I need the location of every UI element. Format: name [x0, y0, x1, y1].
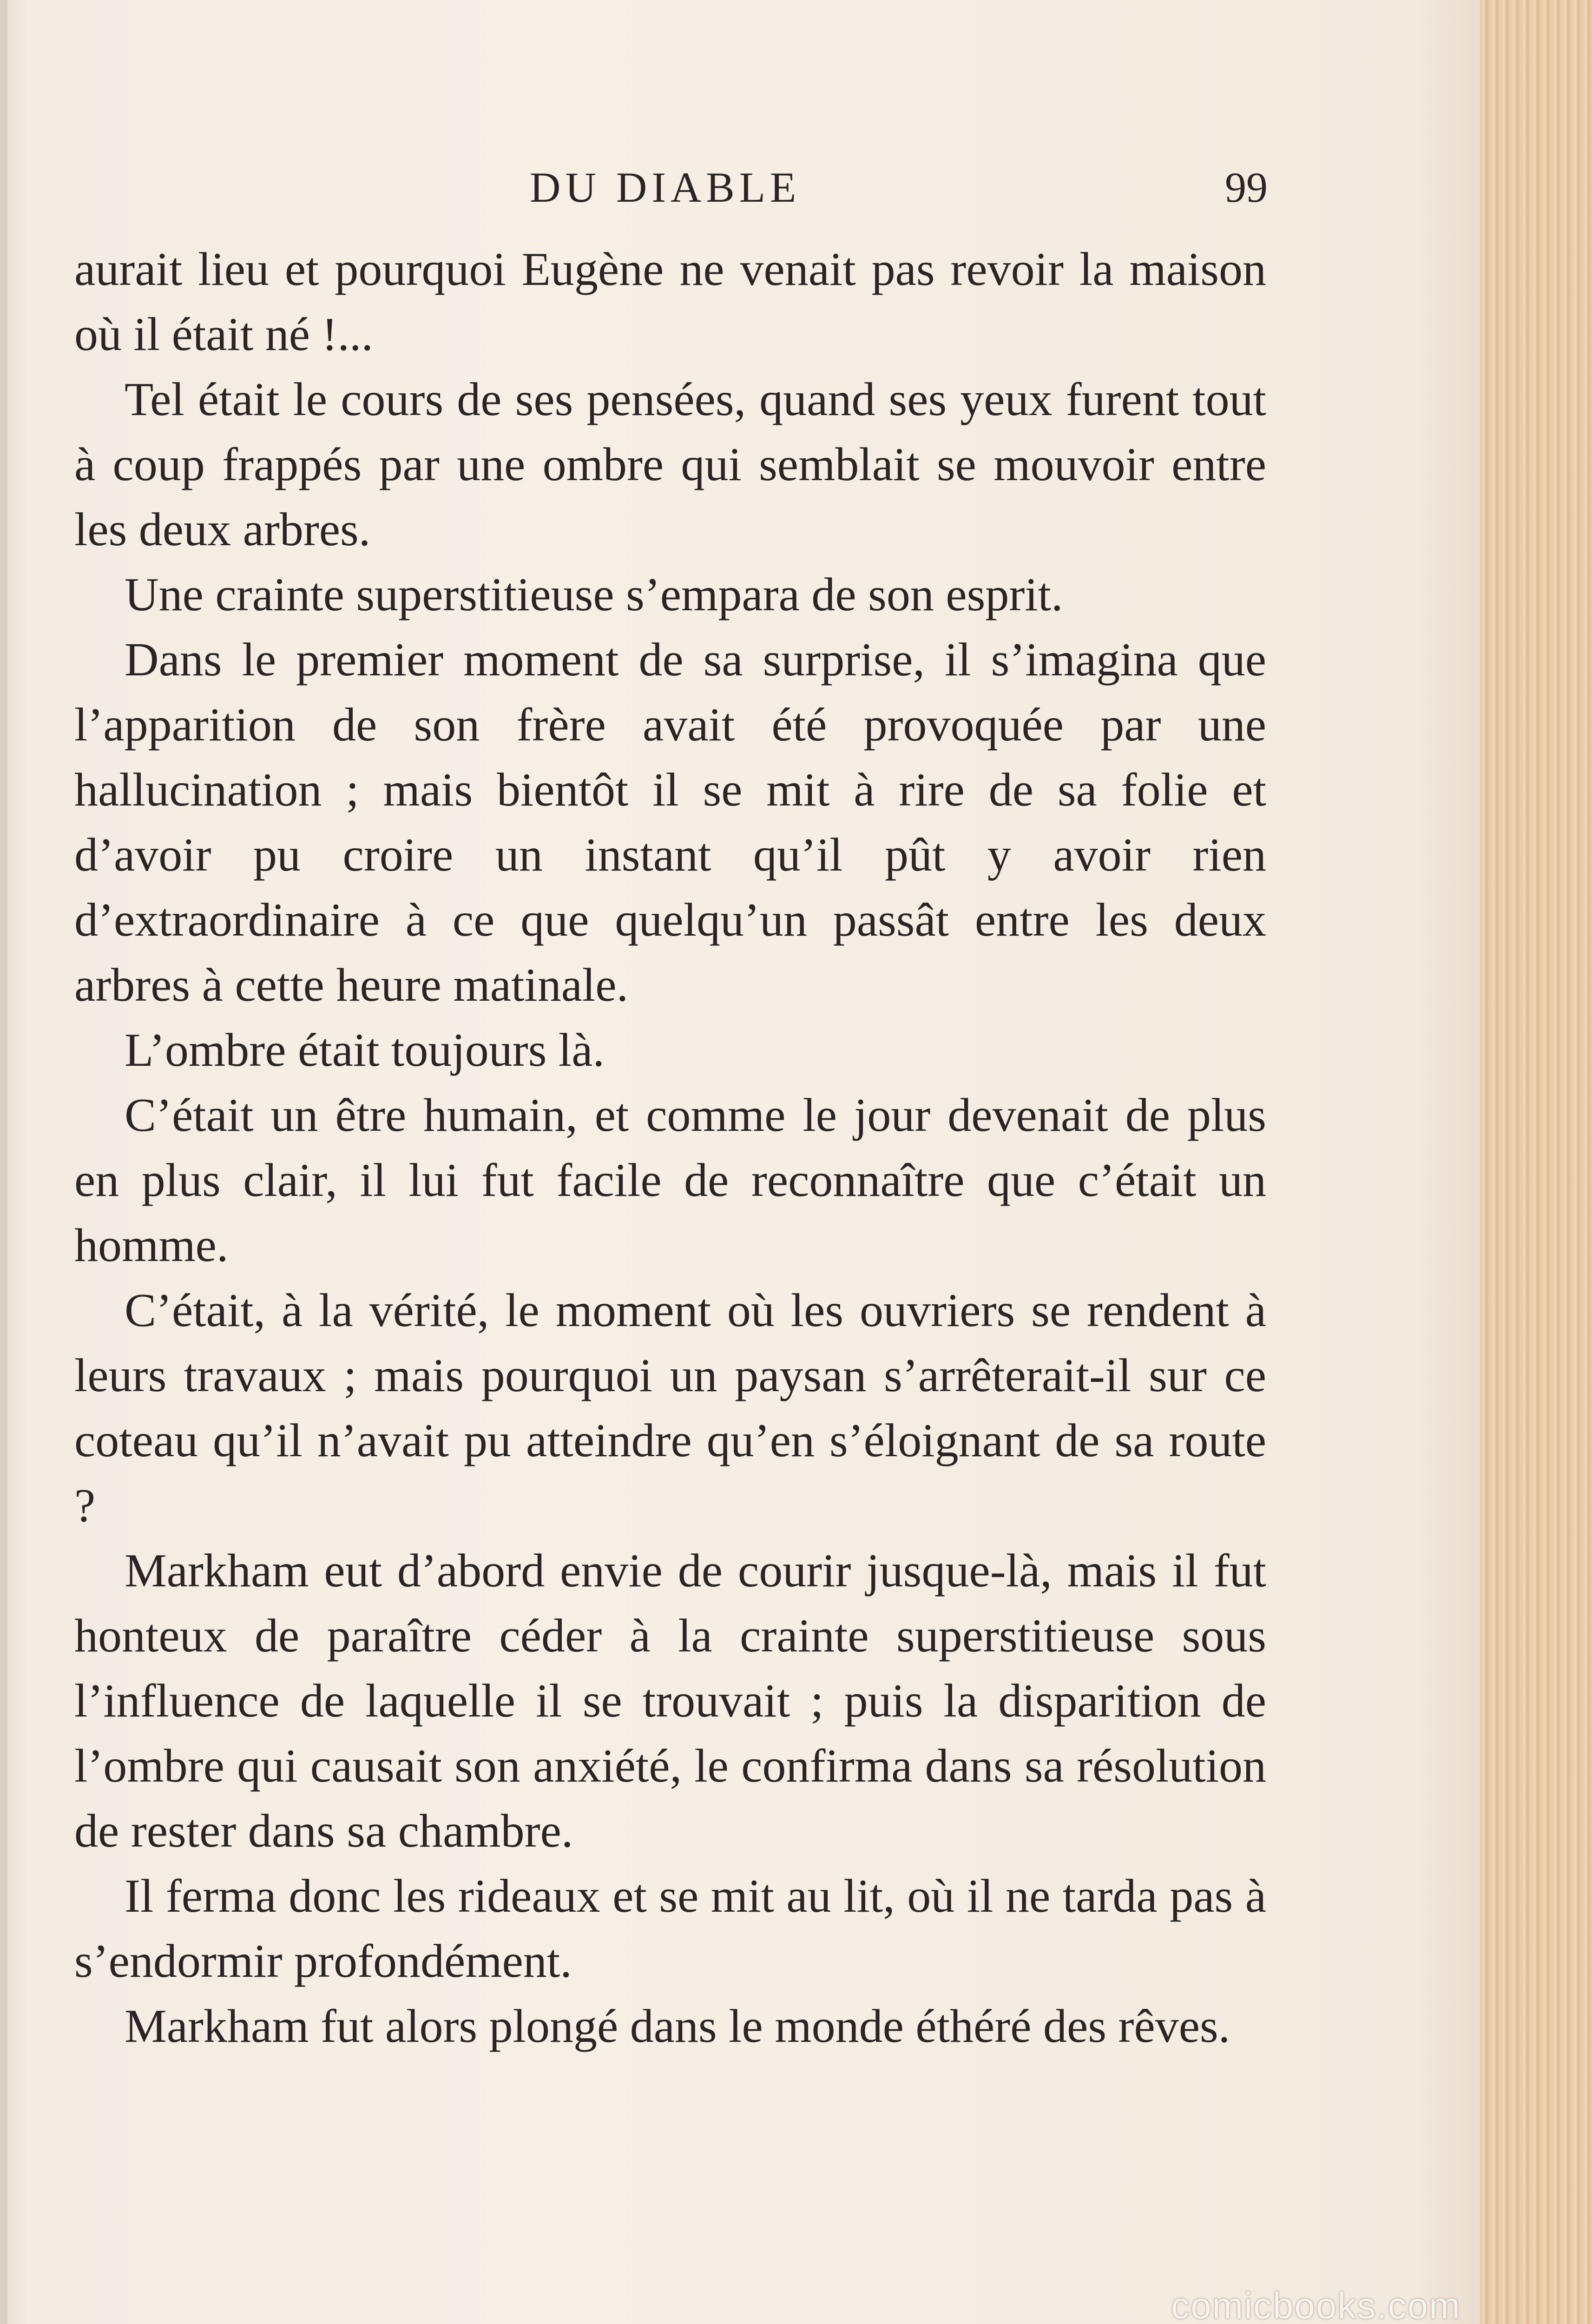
paragraph: Il ferma donc les rideaux et se mit au lit, où il ne tarda pas à s’endormir profondément. — [74, 1870, 1266, 1987]
page-edge-stack — [1480, 0, 1592, 2324]
paragraph: Markham eut d’abord envie de courir jusque-là, mais il fut honteux de paraître céder à la crainte superstitieuse sous l’influence de laquelle il se trouvait ; puis la disparition de l’ombre qui causait son anxiété, le confirma dans sa résolution de rester dans sa chambre. — [74, 1545, 1266, 1857]
paragraph: Tel était le cours de ses pensées, quand ses yeux furent tout à coup frappés par une ombre qui semblait se mouvoir entre les deux arbres. — [74, 373, 1266, 556]
paragraph: Une crainte superstitieuse s’empara de son esprit. — [125, 568, 1063, 621]
page-number: 99 — [1225, 164, 1268, 211]
paragraph-continuation: aurait lieu et pourquoi Eugène ne venait pas revoir la maison où il était né !... — [74, 243, 1266, 361]
watermark: comicbooks.com — [1171, 2285, 1461, 2324]
running-title: DU DIABLE — [530, 164, 801, 211]
paragraph: C’était, à la vérité, le moment où les ouvriers se rendent à leurs travaux ; mais pourquoi un paysan s’arrêterait-il sur ce coteau qu’il n’avait pu atteindre qu’en s’éloignant de sa route ? — [74, 1284, 1266, 1532]
paragraph: C’était un être humain, et comme le jour devenait de plus en plus clair, il lui fut facile de reconnaître que c’était un homme. — [74, 1089, 1266, 1272]
paragraph: Markham fut alors plongé dans le monde éthéré des rêves. — [125, 2000, 1230, 2053]
paragraph: L’ombre était toujours là. — [125, 1024, 605, 1076]
body-text — [74, 237, 1266, 2059]
page-gutter-shadow — [0, 0, 7, 2324]
paragraph: Dans le premier moment de sa surprise, il s’imagina que l’apparition de son frère avait été provoquée par une hallucination ; mais bientôt il se mit à rire de sa folie et d’avoir pu croire un instant qu’il pût y avoir rien d’extraordinaire à ce que quelqu’un passât entre les deux arbres à cette heure matinale. — [74, 634, 1266, 1011]
